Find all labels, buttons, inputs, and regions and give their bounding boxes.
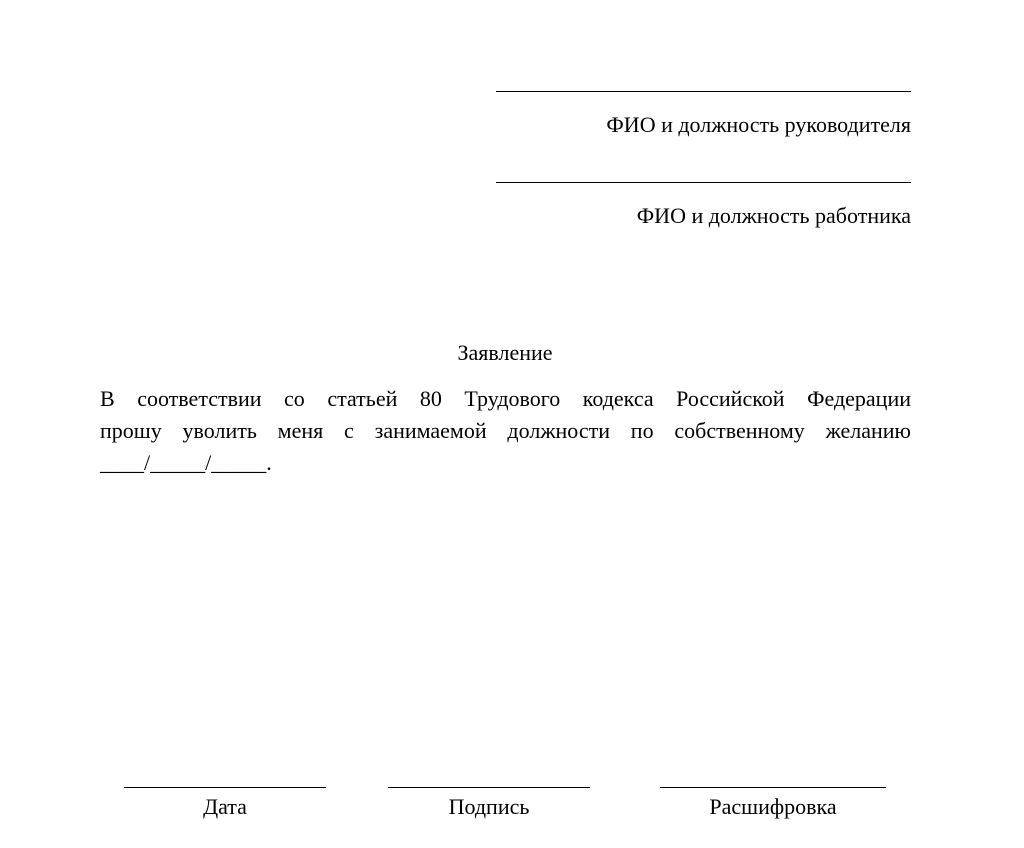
manager-fill-line: [496, 91, 911, 92]
signature-label: Подпись: [448, 794, 530, 819]
body-date-blank: ____/_____/_____.: [100, 450, 272, 475]
decoding-field: [660, 787, 886, 820]
employee-fill-line: [496, 182, 911, 183]
signature-field: [388, 787, 590, 820]
date-label: Дата: [203, 794, 247, 819]
signature-fill-line: [388, 787, 590, 788]
body-line-1: В соответствии со статьей 80 Трудового кодекса Российской Федерации: [100, 386, 911, 411]
document-body: [100, 383, 911, 479]
date-fill-line: [124, 787, 326, 788]
body-line-2: прошу уволить меня с занимаемой должности по собственному желанию: [100, 418, 911, 443]
employee-caption: ФИО и должность работника: [636, 203, 911, 228]
decoding-label: Расшифровка: [709, 794, 837, 819]
date-field: [124, 787, 326, 820]
manager-caption: ФИО и должность руководителя: [606, 112, 911, 137]
document-title: Заявление: [457, 340, 553, 365]
decoding-fill-line: [660, 787, 886, 788]
